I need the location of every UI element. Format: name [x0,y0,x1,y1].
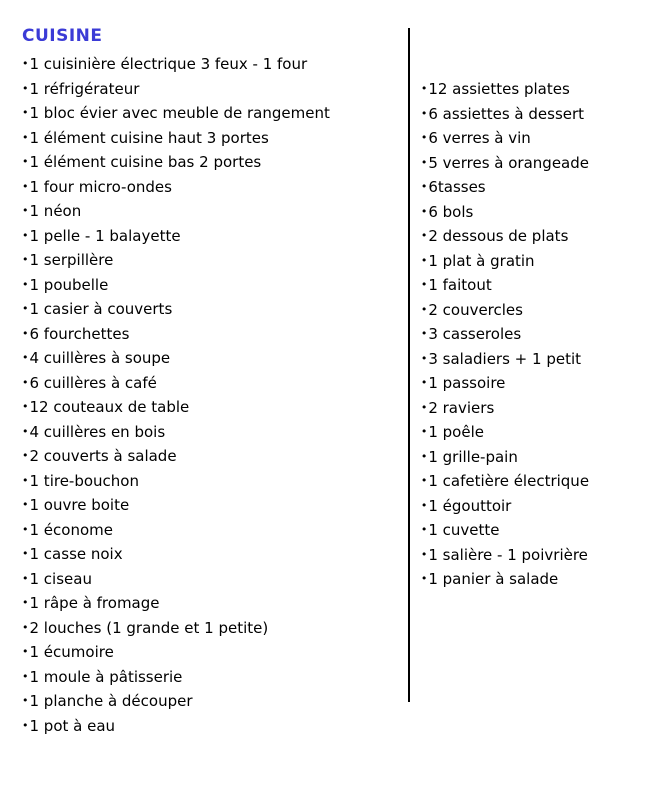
list-item [22,273,397,298]
list-item [421,298,650,323]
bullet-icon: • [22,155,29,168]
list-item-label: 1 poubelle [29,275,109,294]
bullet-icon: • [420,131,428,144]
right-column [397,52,650,592]
bullet-icon: • [22,326,29,340]
list-item [22,101,397,126]
list-item [421,249,650,274]
list-item-label: 1 égouttoir [428,496,512,515]
list-item [22,518,397,543]
list-item [22,665,397,690]
bullet-icon: • [420,229,428,242]
bullet-icon: • [420,82,428,95]
list-item [421,567,650,592]
list-item-label: 6tasses [428,178,486,196]
bullet-icon: • [22,645,29,658]
list-item [421,102,650,127]
bullet-icon: • [22,277,29,291]
list-item-label: 1 pelle - 1 balayette [29,226,181,245]
bullet-icon: • [420,474,428,487]
bullet-icon: • [22,596,29,609]
list-item [421,518,650,543]
list-item-label: 1 plat à gratin [428,251,535,270]
list-item [421,420,650,445]
bullet-icon: • [22,400,29,413]
list-item-label: 1 élément cuisine bas 2 portes [29,153,262,171]
bullet-icon: • [420,253,428,267]
list-item-label: 1 panier à salade [428,570,559,588]
bullet-icon: • [22,228,29,242]
left-column [18,52,397,738]
bullet-icon: • [22,204,29,217]
left-column-list [22,52,397,738]
list-item [421,175,650,200]
bullet-icon: • [22,571,29,585]
list-item [421,371,650,396]
list-item-label: 1 ciseau [29,569,92,588]
bullet-icon: • [22,351,29,364]
list-item [421,494,650,519]
list-item-label: 6 bols [428,202,474,221]
list-item-label: 1 casier à couverts [29,300,173,318]
bullet-icon: • [420,204,428,218]
list-item-label: 1 cuisinière électrique 3 feux - 1 four [29,55,308,73]
list-item-label: 1 casse noix [29,545,123,563]
list-item [22,199,397,224]
list-item [22,567,397,592]
list-item [22,444,397,469]
list-item [22,640,397,665]
list-item-label: 1 râpe à fromage [29,594,160,612]
list-item [22,150,397,175]
list-item-label: 1 four micro-ondes [29,177,172,196]
list-item [22,52,397,77]
right-column-list [421,77,650,592]
bullet-icon: • [22,81,29,95]
bullet-icon: • [22,669,29,683]
list-item [22,420,397,445]
list-item-label: 1 passoire [428,374,506,392]
list-item [421,469,650,494]
list-item [22,591,397,616]
bullet-icon: • [420,498,428,512]
list-item-label: 2 dessous de plats [428,227,569,245]
bullet-icon: • [22,694,29,707]
bullet-icon: • [420,523,428,536]
list-item [421,396,650,421]
list-item-label: 1 salière - 1 poivrière [428,545,588,564]
list-item [421,224,650,249]
list-item-label: 1 poêle [428,423,484,441]
list-item-label: 6 assiettes à dessert [428,104,585,123]
list-item [22,542,397,567]
list-item-label: 3 saladiers + 1 petit [428,349,582,368]
list-item-label: 3 casseroles [428,325,522,343]
list-item [22,77,397,102]
bullet-icon: • [22,498,29,511]
bullet-icon: • [22,473,29,487]
bullet-icon: • [22,253,29,266]
list-item [22,493,397,518]
bullet-icon: • [22,449,29,462]
list-item [22,126,397,151]
list-item-label: 1 serpillère [29,251,114,269]
bullet-icon: • [420,327,428,340]
list-item-label: 6 verres à vin [428,129,531,147]
list-item-label: 4 cuillères en bois [29,422,166,441]
list-item [421,200,650,225]
list-item [22,616,397,641]
list-item-label: 1 cafetière électrique [428,472,590,490]
bullet-icon: • [22,179,29,193]
list-item-label: 5 verres à orangeade [428,153,589,172]
list-item-label: 1 planche à découper [29,692,193,710]
bullet-icon: • [22,424,29,438]
list-item-label: 1 écumoire [29,643,114,661]
bullet-icon: • [22,522,29,536]
list-item-label: 1 ouvre boite [29,496,130,514]
bullet-icon: • [22,106,29,119]
list-item-label: 1 cuvette [428,521,500,539]
bullet-icon: • [22,547,29,560]
bullet-icon: • [420,155,428,169]
list-item [22,322,397,347]
list-item [421,126,650,151]
list-item-label: 1 pot à eau [29,716,116,735]
list-item [22,297,397,322]
list-item-label: 2 couverts à salade [29,447,177,465]
list-item-label: 2 raviers [428,398,495,417]
list-item-label: 6 cuillères à café [29,373,157,392]
column-divider [408,28,410,702]
bullet-icon: • [22,130,29,144]
bullet-icon: • [22,57,29,70]
list-item-label: 2 couvercles [428,300,523,319]
bullet-icon: • [420,425,428,438]
bullet-icon: • [420,400,428,414]
list-item [22,248,397,273]
bullet-icon: • [420,106,428,120]
list-item [22,224,397,249]
list-item [421,77,650,102]
list-item-label: 1 tire-bouchon [29,471,139,490]
list-item [421,151,650,176]
bullet-icon: • [420,547,428,561]
list-item [22,469,397,494]
list-item [421,347,650,372]
list-item-label: 1 néon [29,202,82,220]
list-item [22,346,397,371]
bullet-icon: • [22,375,29,389]
bullet-icon: • [420,351,428,365]
bullet-icon: • [420,449,428,463]
bullet-icon: • [22,718,29,732]
list-item-label: 4 cuillères à soupe [29,349,171,367]
list-item-label: 1 élément cuisine haut 3 portes [29,128,269,147]
inventory-columns [18,52,650,738]
right-column-spacer [421,52,650,77]
list-item [22,371,397,396]
list-item [22,689,397,714]
bullet-icon: • [420,572,428,585]
list-item [421,543,650,568]
list-item [22,175,397,200]
list-item [421,322,650,347]
bullet-icon: • [420,278,428,291]
list-item-label: 1 bloc évier avec meuble de rangement [29,104,330,122]
list-item-label: 12 assiettes plates [428,80,570,98]
list-item-label: 1 faitout [428,276,492,294]
list-item [421,273,650,298]
bullet-icon: • [22,302,29,315]
list-item [421,445,650,470]
bullet-icon: • [420,180,428,193]
bullet-icon: • [420,302,428,316]
list-item-label: 1 moule à pâtisserie [29,667,183,686]
list-item-label: 1 réfrigérateur [29,79,140,98]
list-item-label: 1 économe [29,520,113,539]
list-item-label: 2 louches (1 grande et 1 petite) [29,618,269,637]
list-item-label: 1 grille-pain [428,447,518,466]
page-title: CUISINE [22,26,103,46]
bullet-icon: • [22,620,29,634]
list-item [22,714,397,739]
list-item-label: 12 couteaux de table [29,398,190,416]
list-item [22,395,397,420]
bullet-icon: • [420,376,428,389]
list-item-label: 6 fourchettes [29,324,130,343]
